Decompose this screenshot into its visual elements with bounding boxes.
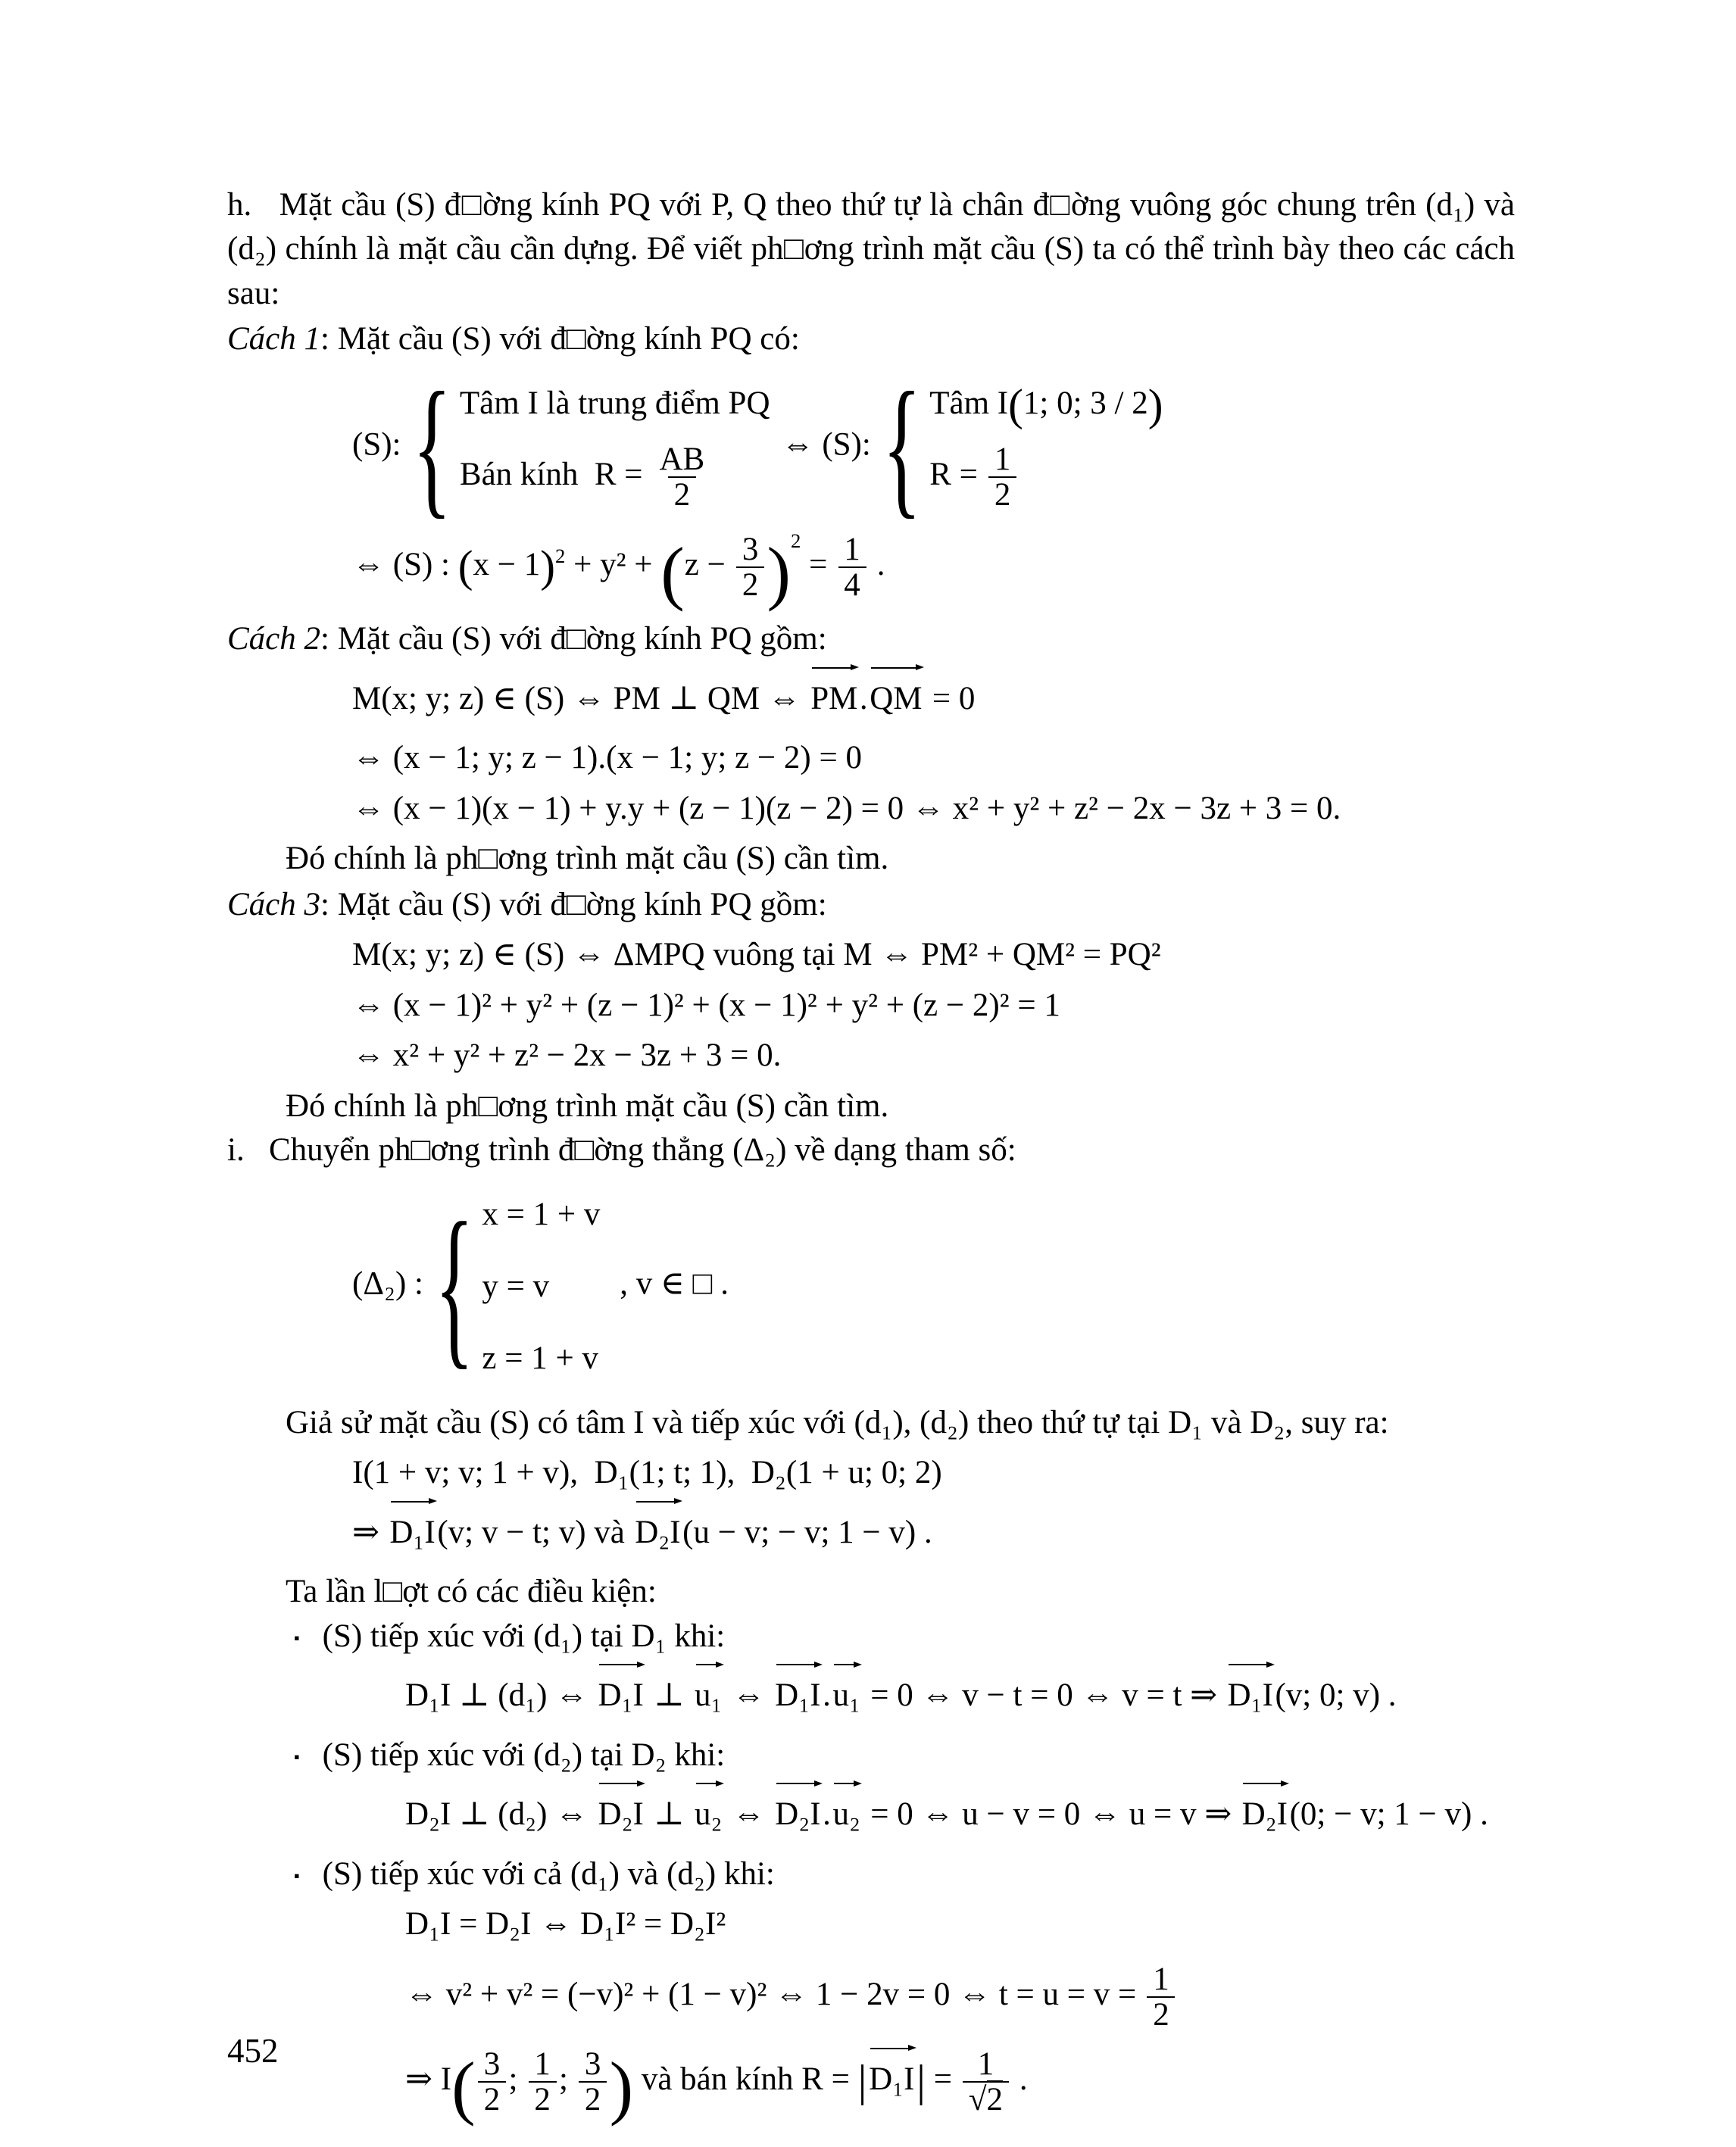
text-run: (S) tiếp xúc với cả (d₁) và (d₂) khi: xyxy=(322,1855,775,1892)
text-run: (Δ₂) : xyxy=(352,1266,432,1302)
text-run: Ta lần l□ợt có các điều kiện: xyxy=(286,1574,657,1610)
text-run: ⇔ xyxy=(724,1796,773,1833)
cases-system xyxy=(435,1187,600,1385)
superscript: 2 xyxy=(555,545,566,568)
vector: D₁I xyxy=(869,2058,914,2102)
big-paren: ) xyxy=(609,2048,634,2127)
math-10 xyxy=(352,933,1515,977)
text-run: = 0 ⇔ v − t = 0 ⇔ v = t ⇒ xyxy=(862,1677,1226,1714)
math-3 xyxy=(352,529,1515,613)
vector: D₁I xyxy=(1228,1674,1273,1718)
text-run: . xyxy=(868,547,885,583)
para-9 xyxy=(227,883,1515,927)
para-4 xyxy=(227,617,1515,661)
fraction-numerator: 3 xyxy=(483,2046,501,2082)
fraction-numerator: AB xyxy=(659,442,705,478)
fraction-numerator: 1 xyxy=(994,442,1011,478)
cases-row xyxy=(929,442,1019,512)
text-run: x = 1 + v xyxy=(482,1196,601,1232)
para-16 xyxy=(286,1401,1515,1445)
big-paren: ) xyxy=(767,533,791,613)
math-12 xyxy=(352,1034,1515,1078)
vector: D₂I xyxy=(598,1793,644,1836)
fraction xyxy=(1147,1962,1175,2032)
math-27 xyxy=(405,2046,1515,2127)
big-paren: ) xyxy=(1147,379,1163,430)
fraction-denominator: 2 xyxy=(1147,1996,1175,2032)
fraction-numerator: 3 xyxy=(742,532,759,567)
fraction xyxy=(736,532,764,602)
vector: u₂ xyxy=(695,1793,723,1836)
big-paren: ( xyxy=(451,2048,476,2127)
bullet-20 xyxy=(294,1615,1515,1659)
text-run: (v; v − t; v) và xyxy=(437,1514,633,1550)
italic-text: Cách 1 xyxy=(227,321,321,357)
text-run: ⇒ xyxy=(352,1514,388,1550)
text-run: ⇔ (S) : xyxy=(352,547,458,583)
vector: D₁I xyxy=(389,1511,435,1555)
text-run: y = v xyxy=(482,1268,550,1304)
text-run: Đó chính là ph□ơng trình mặt cầu (S) cần tìm. xyxy=(286,841,889,877)
text-run: R = xyxy=(929,457,986,493)
vector: PM xyxy=(810,677,857,721)
math-25 xyxy=(405,1902,1515,1946)
para-0 xyxy=(227,183,1515,316)
text-run: và bán kính R = xyxy=(633,2061,858,2097)
vector: D₂I xyxy=(1242,1793,1288,1836)
text-run: (S) tiếp xúc với (d₁) tại D₁ khi: xyxy=(322,1618,726,1654)
math-7 xyxy=(352,787,1515,831)
para-19 xyxy=(286,1570,1515,1614)
fraction-numerator: 1 xyxy=(534,2046,551,2082)
fraction-numerator: 1 xyxy=(844,532,860,567)
cases-row xyxy=(460,382,770,426)
text-run: i. Chuyển ph□ơng trình đ□ờng thẳng (Δ₂) về dạng tham số: xyxy=(227,1131,1016,1168)
text-run: . xyxy=(859,680,868,716)
page-content xyxy=(227,183,1515,2132)
fraction-denominator: 2 xyxy=(988,476,1016,512)
math-21 xyxy=(405,1674,1515,1718)
fraction-denominator xyxy=(963,2081,1009,2117)
cases-row xyxy=(482,1265,549,1309)
text-run: ⇔ (x − 1; y; z − 1).(x − 1; y; z − 2) = 0 xyxy=(352,740,862,776)
cases-brace: { xyxy=(412,360,452,533)
text-run: ⇔ x² + y² + z² − 2x − 3z + 3 = 0. xyxy=(352,1038,782,1074)
italic-text: Cách 3 xyxy=(227,886,321,922)
text-run: I(1 + v; v; 1 + v), D₁(1; t; 1), D₂(1 + u; 0; 2) xyxy=(352,1455,942,1491)
fraction xyxy=(838,532,866,602)
cases-brace: { xyxy=(882,360,922,533)
para-13 xyxy=(286,1084,1515,1128)
text-run: (S): xyxy=(352,426,410,463)
bullet-icon: ▪ xyxy=(294,1866,300,1885)
cases-row xyxy=(482,1193,600,1237)
para-14 xyxy=(227,1128,1515,1172)
text-run: (S) tiếp xúc với (d₂) tại D₂ khi: xyxy=(322,1737,726,1773)
fraction-denominator: 2 xyxy=(529,2081,557,2117)
fraction xyxy=(988,442,1016,512)
math-18 xyxy=(352,1511,1515,1555)
text-run: ⇔ (x − 1)(x − 1) + y.y + (z − 1)(z − 2) = 0 ⇔ x² + y² + z² − 2x − 3z + 3 = 0. xyxy=(352,790,1341,826)
text-run: = 0 xyxy=(924,680,976,716)
bullet-22 xyxy=(294,1734,1515,1777)
text-run: M(x; y; z) ∈ (S) ⇔ PM ⊥ QM ⇔ xyxy=(352,680,809,716)
cases-rows xyxy=(460,377,770,517)
vector: u₁ xyxy=(695,1674,723,1718)
text-run: (u − v; − v; 1 − v) . xyxy=(682,1514,932,1550)
fraction xyxy=(654,442,710,512)
big-paren: ( xyxy=(660,533,685,613)
text-run: . xyxy=(1011,2061,1028,2097)
fraction-denominator: 2 xyxy=(668,476,696,512)
text-run: ⊥ xyxy=(645,1677,693,1714)
text-run: D₁I ⊥ (d₁) ⇔ xyxy=(405,1677,596,1714)
big-paren: | xyxy=(916,2055,926,2106)
text-run: (0; − v; 1 − v) . xyxy=(1289,1796,1488,1833)
fraction xyxy=(529,2047,557,2117)
math-26 xyxy=(405,1962,1515,2032)
text-run: + y² + xyxy=(565,547,661,583)
vector: u₂ xyxy=(832,1793,860,1836)
text-run: = xyxy=(801,547,836,583)
cases-brace: { xyxy=(435,1187,474,1386)
text-run: : Mặt cầu (S) với đ□ờng kính PQ gồm: xyxy=(320,621,827,657)
italic-text: Cách 2 xyxy=(227,621,321,657)
text-run: z = 1 + v xyxy=(482,1340,598,1376)
bullet-icon: ▪ xyxy=(294,1747,300,1766)
text-run: Đó chính là ph□ơng trình mặt cầu (S) cần tìm. xyxy=(286,1088,889,1124)
text-run: ⇒ I xyxy=(405,2061,452,2097)
math-15 xyxy=(352,1187,1515,1385)
page-number: 452 xyxy=(227,2032,279,2070)
vector: u₁ xyxy=(832,1674,860,1718)
radical-sign: √ xyxy=(968,2081,987,2117)
text-run: = 0 ⇔ u − v = 0 ⇔ u = v ⇒ xyxy=(862,1796,1241,1833)
text-run: ⇔ xyxy=(724,1677,773,1714)
fraction-numerator: 3 xyxy=(584,2046,601,2082)
radicand: 2 xyxy=(986,2081,1003,2117)
text-run: : Mặt cầu (S) với đ□ờng kính PQ có: xyxy=(320,321,800,357)
big-paren: ( xyxy=(457,541,473,591)
fraction xyxy=(963,2047,1009,2117)
text-run: Tâm I là trung điểm PQ xyxy=(459,385,770,422)
cases-row xyxy=(460,442,713,512)
text-run: h. Mặt cầu (S) đ□ờng kính PQ với P, Q theo thứ tự là chân đ□ờng vuông góc chung trên (d₁) và (d₂) chính là mặt cầu cần dựng. Để viết ph□ơng trình mặt cầu (S) ta có thể trình bày theo các cách sau: xyxy=(227,187,1515,311)
big-paren: ) xyxy=(540,541,556,591)
text-run: D₁I = D₂I ⇔ D₁I² = D₂I² xyxy=(405,1906,726,1943)
text-run: ; xyxy=(508,2061,526,2097)
cases-row xyxy=(482,1337,598,1381)
cases-rows xyxy=(482,1187,600,1385)
text-run: (v; 0; v) . xyxy=(1275,1677,1397,1714)
vector: D₂I xyxy=(775,1793,820,1836)
math-17 xyxy=(352,1451,1515,1495)
text-run: Bán kính R = xyxy=(459,457,651,493)
superscript: 2 xyxy=(791,529,801,553)
text-run: Giả sử mặt cầu (S) có tâm I và tiếp xúc với (d₁), (d₂) theo thứ tự tại D₁ và D₂, suy ra: xyxy=(286,1404,1389,1440)
text-run: ⊥ xyxy=(645,1796,693,1833)
text-run: D₂I ⊥ (d₂) ⇔ xyxy=(405,1796,596,1833)
text-run: ; xyxy=(559,2061,576,2097)
text-run: , v ∈ □ . xyxy=(603,1266,729,1302)
cases-rows xyxy=(929,377,1163,517)
cases-row xyxy=(929,379,1163,430)
fraction-denominator: 2 xyxy=(736,566,764,602)
big-paren: ( xyxy=(1008,379,1023,430)
math-23 xyxy=(405,1793,1515,1836)
text-run: ⇔ (S): xyxy=(773,426,879,463)
fraction-denominator: 2 xyxy=(579,2081,607,2117)
vector: QM xyxy=(870,677,922,721)
text-run: ⇔ v² + v² = (−v)² + (1 − v)² ⇔ 1 − 2v = 0 ⇔ t = u = v = xyxy=(405,1976,1145,2012)
bullet-24 xyxy=(294,1852,1515,1896)
math-5 xyxy=(352,677,1515,721)
text-run: ⇔ (x − 1)² + y² + (z − 1)² + (x − 1)² + y² + (z − 2)² = 1 xyxy=(352,987,1060,1023)
vector: D₂I xyxy=(635,1511,680,1555)
bullet-icon: ▪ xyxy=(294,1628,300,1647)
fraction-numerator: 1 xyxy=(1153,1961,1169,1997)
cases-system xyxy=(882,360,1163,533)
vector: D₁I xyxy=(775,1674,820,1718)
text-run: . xyxy=(823,1677,831,1714)
fraction xyxy=(478,2047,506,2117)
math-6 xyxy=(352,736,1515,780)
fraction-denominator: 4 xyxy=(838,566,866,602)
para-1 xyxy=(227,317,1515,361)
fraction-denominator: 2 xyxy=(478,2081,506,2117)
text-run: z − xyxy=(684,547,734,583)
math-2 xyxy=(352,360,1515,533)
math-11 xyxy=(352,984,1515,1028)
text-run: 1; 0; 3 / 2 xyxy=(1023,385,1148,422)
text-run: : Mặt cầu (S) với đ□ờng kính PQ gồm: xyxy=(320,886,827,922)
vector: D₁I xyxy=(598,1674,644,1718)
fraction-numerator: 1 xyxy=(977,2046,994,2082)
text-run: = xyxy=(925,2061,960,2097)
para-8 xyxy=(286,837,1515,881)
text-run: x − 1 xyxy=(473,547,541,583)
fraction xyxy=(579,2047,607,2117)
text-run: . xyxy=(823,1796,831,1833)
cases-system xyxy=(412,360,770,533)
text-run: Tâm I xyxy=(929,385,1009,422)
text-run: M(x; y; z) ∈ (S) ⇔ ΔMPQ vuông tại M ⇔ PM² + QM² = PQ² xyxy=(352,937,1161,973)
big-paren: | xyxy=(857,2055,867,2106)
